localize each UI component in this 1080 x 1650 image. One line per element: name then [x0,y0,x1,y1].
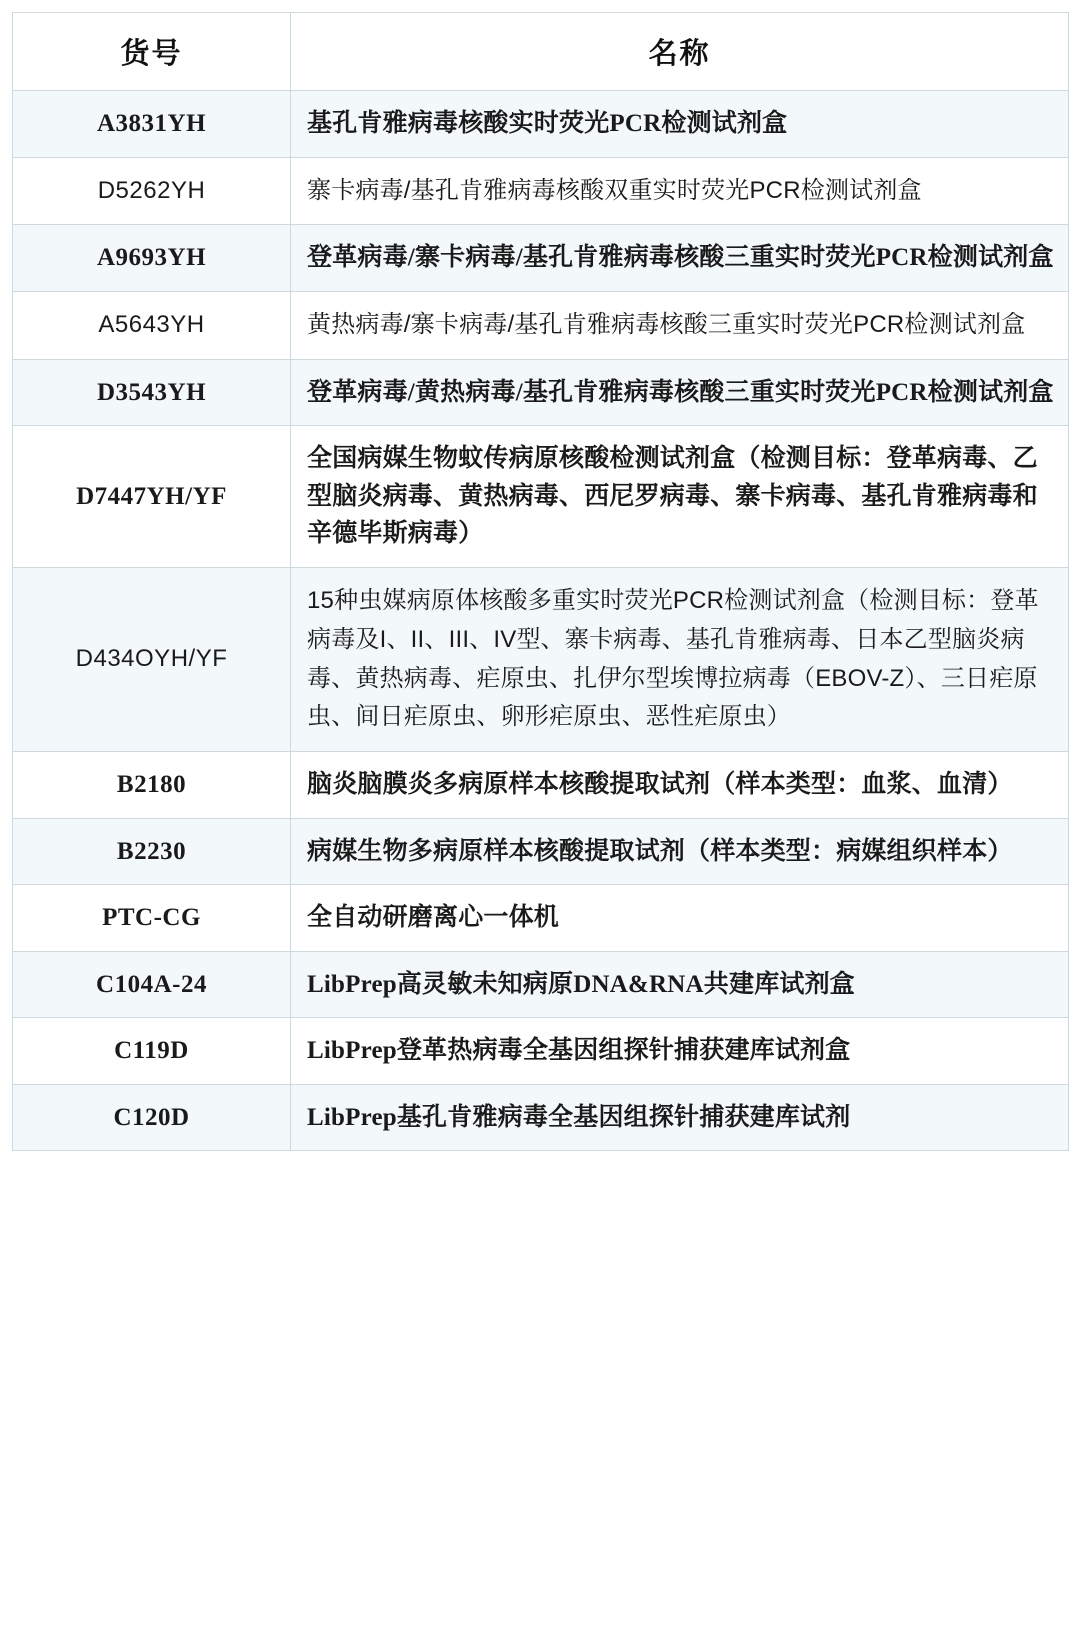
table-row [13,752,1069,819]
cell-product-code: B2180 [13,752,291,819]
table-row [13,426,1069,568]
cell-product-code: C119D [13,1018,291,1085]
table-row [13,1018,1069,1085]
cell-product-code: A5643YH [13,291,291,359]
cell-product-code: PTC-CG [13,885,291,952]
cell-product-name: 寨卡病毒/基孔肯雅病毒核酸双重实时荧光PCR检测试剂盒 [291,157,1069,225]
table-row [13,225,1069,292]
cell-product-name: LibPrep登革热病毒全基因组探针捕获建库试剂盒 [291,1018,1069,1085]
cell-product-code: D7447YH/YF [13,426,291,568]
cell-product-name: 15种虫媒病原体核酸多重实时荧光PCR检测试剂盒（检测目标：登革病毒及I、II、III、IV型、寨卡病毒、基孔肯雅病毒、日本乙型脑炎病毒、黄热病毒、疟原虫、扎伊尔型埃博拉病毒（EBOV-Z）、三日疟原虫、间日疟原虫、卵形疟原虫、恶性疟原虫） [291,567,1069,752]
table-row [13,91,1069,158]
table-row [13,157,1069,225]
product-table [12,12,1069,1151]
cell-product-name: 登革病毒/黄热病毒/基孔肯雅病毒核酸三重实时荧光PCR检测试剂盒 [291,359,1069,426]
cell-product-name: LibPrep基孔肯雅病毒全基因组探针捕获建库试剂 [291,1084,1069,1151]
cell-product-code: C104A-24 [13,951,291,1018]
cell-product-name: 全国病媒生物蚊传病原核酸检测试剂盒（检测目标：登革病毒、乙型脑炎病毒、黄热病毒、西尼罗病毒、寨卡病毒、基孔肯雅病毒和辛德毕斯病毒） [291,426,1069,568]
cell-product-name: 脑炎脑膜炎多病原样本核酸提取试剂（样本类型：血浆、血清） [291,752,1069,819]
cell-product-name: LibPrep高灵敏未知病原DNA&RNA共建库试剂盒 [291,951,1069,1018]
cell-product-code: C120D [13,1084,291,1151]
table-row [13,359,1069,426]
cell-product-name: 基孔肯雅病毒核酸实时荧光PCR检测试剂盒 [291,91,1069,158]
column-header-code: 货号 [13,13,291,91]
cell-product-code: A3831YH [13,91,291,158]
cell-product-code: B2230 [13,818,291,885]
cell-product-code: D5262YH [13,157,291,225]
table-row [13,885,1069,952]
table-row [13,567,1069,752]
table-header [13,13,1069,91]
table-row [13,1084,1069,1151]
cell-product-code: A9693YH [13,225,291,292]
cell-product-name: 登革病毒/寨卡病毒/基孔肯雅病毒核酸三重实时荧光PCR检测试剂盒 [291,225,1069,292]
cell-product-code: D3543YH [13,359,291,426]
cell-product-name: 全自动研磨离心一体机 [291,885,1069,952]
cell-product-name: 黄热病毒/寨卡病毒/基孔肯雅病毒核酸三重实时荧光PCR检测试剂盒 [291,291,1069,359]
table-row [13,951,1069,1018]
cell-product-name: 病媒生物多病原样本核酸提取试剂（样本类型：病媒组织样本） [291,818,1069,885]
table-row [13,818,1069,885]
table-row [13,291,1069,359]
column-header-name: 名称 [291,13,1069,91]
table-header-row [13,13,1069,91]
cell-product-code: D434OYH/YF [13,567,291,752]
table-body [13,91,1069,1151]
